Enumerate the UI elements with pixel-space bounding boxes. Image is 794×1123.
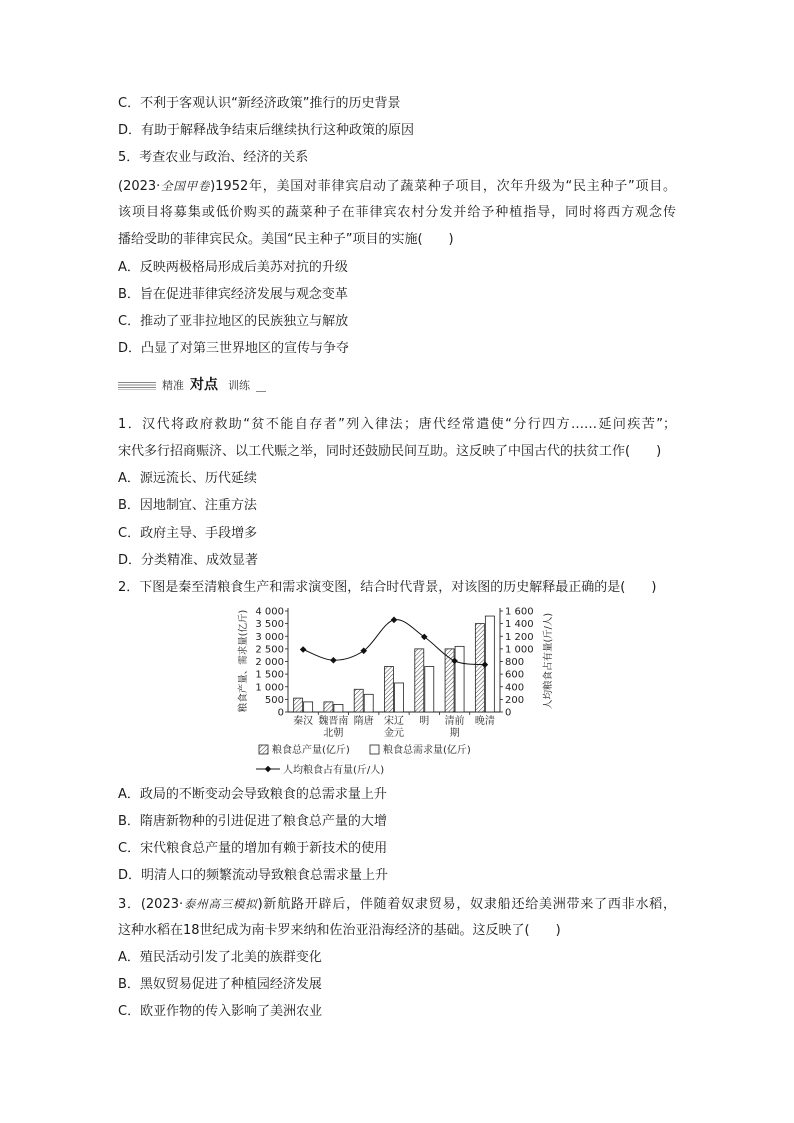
q3-option-a[interactable]: A．殖民活动引发了北美的族群变化 xyxy=(118,950,322,965)
q5-source-open: (2023· xyxy=(118,179,161,194)
q1-stem-line-2: 宋代多行招商赈济、以工代赈之举，同时还鼓励民间互助。这反映了中国古代的扶贫工作( ) xyxy=(118,444,662,459)
q5-stem-line-1 xyxy=(118,177,676,195)
bar-total-production xyxy=(294,698,303,712)
bar-total-demand xyxy=(455,646,464,712)
section-rule xyxy=(256,391,266,392)
category-label: 明 xyxy=(419,716,430,727)
legend-swatch-demand xyxy=(370,745,379,754)
right-tick-label: 200 xyxy=(505,694,525,706)
right-tick-label: 800 xyxy=(505,657,525,668)
q3-prefix: 3．(2023· xyxy=(118,897,184,912)
category-label: 北朝 xyxy=(323,728,344,739)
bar-total-production xyxy=(415,649,424,712)
bar-total-production xyxy=(385,667,394,712)
left-tick-label: 4 000 xyxy=(255,606,284,618)
legend-swatch-production xyxy=(259,745,268,754)
legend-swatch-diamond xyxy=(265,766,272,773)
left-tick-label: 3 000 xyxy=(255,631,284,643)
category-label: 魏晋南 xyxy=(318,716,349,727)
right-tick-label: 1 000 xyxy=(505,644,534,656)
category-label: 秦汉 xyxy=(293,716,314,727)
section-header xyxy=(118,376,278,396)
q2-option-c[interactable]: C．宋代粮食总产量的增加有赖于新技术的使用 xyxy=(118,841,388,856)
bar-total-demand xyxy=(395,683,404,712)
grain-chart xyxy=(0,600,794,785)
q3-stem-line-1-rest: )新航路开辟后，伴随着奴隶贸易，奴隶船还给美洲带来了西非水稻， xyxy=(257,897,677,912)
q2-option-d[interactable]: D．明清人口的频繁流动导致粮食总需求量上升 xyxy=(118,868,389,883)
legend-label-demand: 粮食总需求量(亿斤) xyxy=(383,745,471,756)
per-capita-point xyxy=(391,617,398,624)
q3-stem-line-1 xyxy=(118,895,676,913)
left-axis-title: 粮食产量、需求量(亿斤) xyxy=(238,609,249,713)
q4-option-d[interactable]: D．有助于解释战争结束后继续执行这种政策的原因 xyxy=(118,123,415,138)
left-tick-label: 2 500 xyxy=(255,644,284,656)
bar-total-demand xyxy=(334,704,343,712)
bar-total-production xyxy=(354,689,363,712)
q3-source: 泰州高三模拟 xyxy=(183,897,258,911)
bar-total-demand xyxy=(425,667,434,712)
legend-label-per-capita: 人均粮食占有量(斤/人) xyxy=(283,765,385,776)
q3-option-c[interactable]: C．欧亚作物的传入影响了美洲农业 xyxy=(118,1004,323,1019)
q5-stem-line-3: 播给受助的菲律宾民众。美国“民主种子”项目的实施( ) xyxy=(118,232,454,247)
q2-option-b[interactable]: B．隋唐新物种的引进促进了粮食总产量的大增 xyxy=(118,814,387,829)
left-tick-label: 3 500 xyxy=(255,619,284,631)
q3-option-b[interactable]: B．黑奴贸易促进了种植园经济发展 xyxy=(118,977,322,992)
bar-total-demand xyxy=(364,694,373,712)
per-capita-point xyxy=(330,657,337,664)
right-tick-label: 400 xyxy=(505,682,525,694)
q1-option-c[interactable]: C．政府主导、手段增多 xyxy=(118,526,258,541)
category-label: 晚清 xyxy=(474,716,495,727)
category-label: 清前 xyxy=(444,716,465,727)
right-tick-label: 1 600 xyxy=(505,606,534,618)
section-label-bold: 对点 xyxy=(190,377,218,393)
category-label: 期 xyxy=(449,728,460,739)
q5-stem-line-1-rest: )1952年，美国对菲律宾启动了蔬菜种子项目，次年升级为“民主种子”项目。 xyxy=(210,179,676,194)
q4-option-c[interactable]: C．不利于客观认识“新经济政策”推行的历史背景 xyxy=(118,96,401,111)
category-label: 宋辽 xyxy=(384,716,404,727)
q5-source: 全国甲卷 xyxy=(160,179,211,193)
bar-total-production xyxy=(475,624,484,712)
category-label: 隋唐 xyxy=(353,716,374,727)
category-label: 金元 xyxy=(384,728,404,739)
bar-total-production xyxy=(324,702,333,712)
q2-stem: 2．下图是秦至清粮食生产和需求演变图，结合时代背景，对该图的历史解释最正确的是( ) xyxy=(118,580,657,595)
q5-option-b[interactable]: B．旨在促进菲律宾经济发展与观念变革 xyxy=(118,287,348,302)
q1-stem-line-1: 1．汉代将政府救助“贫不能自存者”列入律法；唐代经常遣使“分行四方……延问疾苦”； xyxy=(118,417,676,432)
q5-stem-line-2: 该项目将募集或低价购买的蔬菜种子在菲律宾农村分发并给予种植指导，同时将西方观念传 xyxy=(118,205,676,220)
right-tick-label: 1 200 xyxy=(505,631,534,643)
q2-option-a[interactable]: A．政局的不断变动会导致粮食的总需求量上升 xyxy=(118,787,387,802)
per-capita-point xyxy=(300,646,307,653)
right-tick-label: 0 xyxy=(505,707,512,719)
q1-option-b[interactable]: B．因地制宜、注重方法 xyxy=(118,498,257,513)
section-label-right: 训练 xyxy=(228,379,250,392)
left-tick-label: 2 000 xyxy=(255,657,284,668)
right-axis-title: 人均粮食占有量(斤/人) xyxy=(543,612,554,710)
left-tick-label: 1 500 xyxy=(255,669,284,681)
q1-option-a[interactable]: A．源远流长、历代延续 xyxy=(118,471,257,486)
q5-option-a[interactable]: A．反映两极格局形成后美苏对抗的升级 xyxy=(118,260,348,275)
section-stripes-decoration xyxy=(118,382,156,390)
legend-label-production: 粮食总产量(亿斤) xyxy=(272,745,350,756)
left-tick-label: 1 000 xyxy=(255,682,284,694)
q3-stem-line-2: 这种水稻在18世纪成为南卡罗来纳和佐治亚沿海经济的基础。这反映了( ) xyxy=(118,923,561,938)
q1-option-d[interactable]: D．分类精准、成效显著 xyxy=(118,553,259,568)
left-tick-label: 0 xyxy=(277,707,284,719)
q5-option-d[interactable]: D．凸显了对第三世界地区的宣传与争夺 xyxy=(118,341,350,356)
left-tick-label: 500 xyxy=(264,694,284,706)
q5-heading: 5．考查农业与政治、经济的关系 xyxy=(118,150,309,165)
right-tick-label: 600 xyxy=(505,669,525,681)
q5-option-c[interactable]: C．推动了亚非拉地区的民族独立与解放 xyxy=(118,314,349,329)
bar-total-demand xyxy=(304,702,313,712)
right-tick-label: 1 400 xyxy=(505,619,534,631)
section-label-left: 精准 xyxy=(162,379,184,392)
